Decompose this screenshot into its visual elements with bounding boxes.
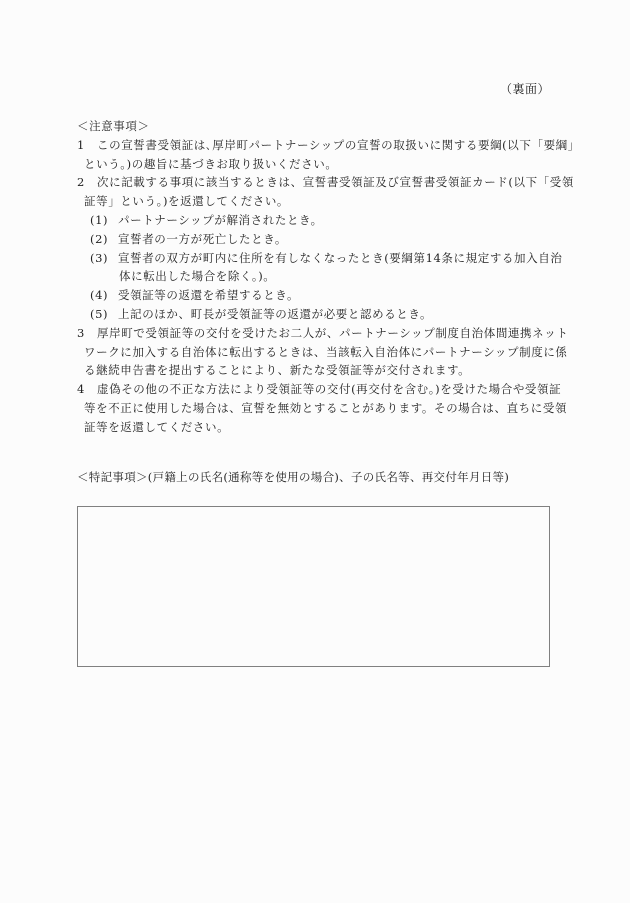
note-item-2-cont: 証等」という。)を返還してください。 xyxy=(84,194,290,209)
note-text: この宣誓書受領証は､厚岸町パートナーシップの宣誓の取扱いに関する要綱(以下「要綱」 xyxy=(97,137,580,152)
note-subitem-1 xyxy=(77,211,552,230)
special-notes-box[interactable] xyxy=(77,506,550,667)
note-number: 4 xyxy=(77,382,85,397)
notes-section xyxy=(77,117,580,437)
note-subitem-3-cont: 体に転出した場合を除く。)。 xyxy=(119,269,276,284)
note-item-3-cont-1: ワークに加入する自治体に転出するときは、当該転入自治体にパートナーシップ制度に係 xyxy=(84,344,568,359)
notes-heading: ＜注意事項＞ xyxy=(77,119,150,133)
subitem-number: (4) xyxy=(90,288,109,303)
subitem-text: 宣誓者の双方が町内に住所を有しなくなったとき(要綱第14条に規定する加入自治 xyxy=(118,250,563,265)
subitem-number: (1) xyxy=(90,212,109,227)
note-subitem-4 xyxy=(77,286,552,305)
note-item-1 xyxy=(77,136,580,155)
subitem-text: パートナーシップが解消されたとき。 xyxy=(118,212,323,227)
note-number: 1 xyxy=(77,137,85,152)
note-text: 次に記載する事項に該当するときは、宣誓書受領証及び宣誓書受領証カード(以下「受領 xyxy=(97,175,574,190)
subitem-text: 宣誓者の一方が死亡したとき。 xyxy=(118,231,287,246)
note-item-3 xyxy=(77,324,569,343)
subitem-text: 受領証等の返還を希望するとき。 xyxy=(118,288,300,303)
note-item-3-cont-2: る継続申告書を提出することにより、新たな受領証等が交付されます。 xyxy=(84,363,471,378)
subitem-number: (3) xyxy=(90,250,109,265)
page-side-label: （裏面） xyxy=(499,82,550,96)
subitem-number: (5) xyxy=(90,306,109,321)
note-subitem-2 xyxy=(77,230,552,249)
note-text: 厚岸町で受領証等の交付を受けたお二人が、パートナーシップ制度自治体間連携ネット xyxy=(97,325,569,340)
note-item-2 xyxy=(77,173,574,192)
note-number: 3 xyxy=(77,325,85,340)
note-item-4-cont-2: 証等を返還してください。 xyxy=(84,419,230,434)
note-subitem-3 xyxy=(77,249,563,268)
note-item-4-cont-1: 等を不正に使用した場合は、宣誓を無効とすることがあります。その場合は、直ちに受領 xyxy=(84,400,568,415)
note-item-1-cont: という。)の趣旨に基づきお取り扱いください。 xyxy=(84,156,338,171)
special-notes-heading: ＜特記事項＞(戸籍上の氏名(通称等を使用の場合)、子の氏名等、再交付年月日等) xyxy=(77,470,510,484)
subitem-number: (2) xyxy=(90,231,109,246)
note-subitem-5 xyxy=(77,305,552,324)
note-item-4 xyxy=(77,380,562,399)
note-number: 2 xyxy=(77,175,85,190)
note-text: 虚偽その他の不正な方法により受領証等の交付(再交付を含む。)を受けた場合や受領証 xyxy=(97,382,562,397)
subitem-text: 上記のほか、町長が受領証等の返還が必要と認めるとき。 xyxy=(118,306,433,321)
